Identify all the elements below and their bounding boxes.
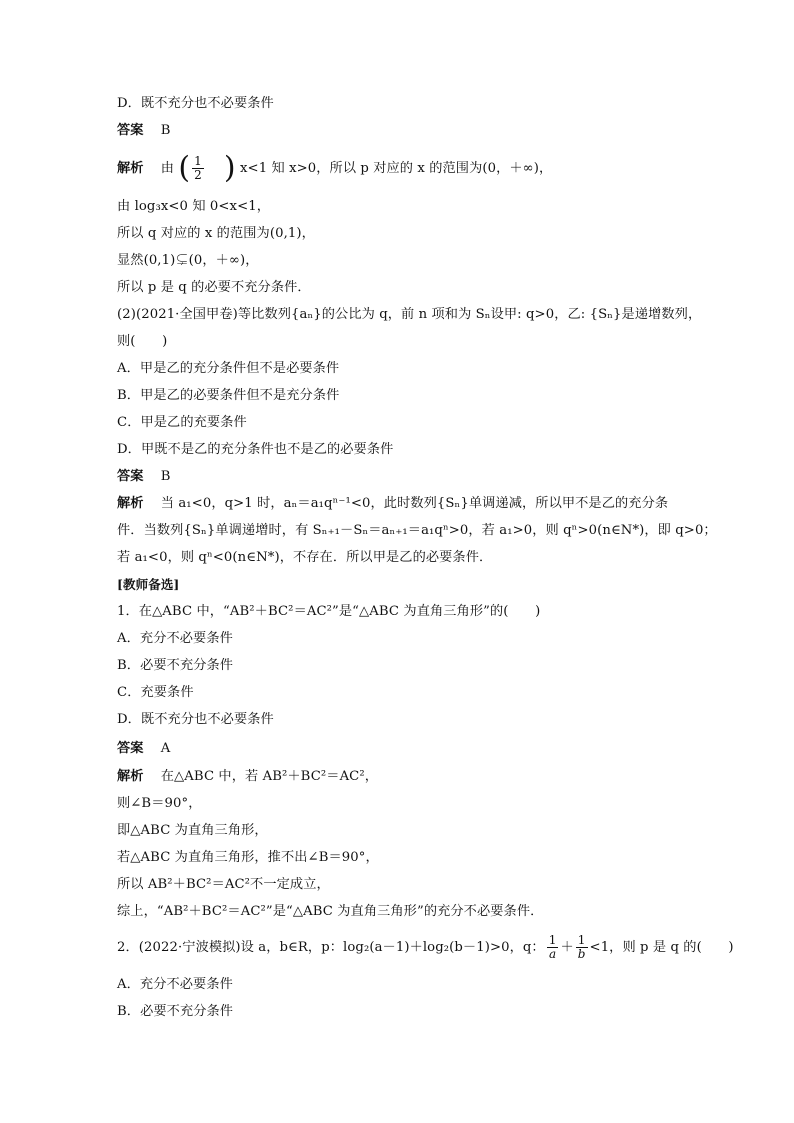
q2-analysis-line-3: 若 a₁<0，则 qⁿ<0(n∈N*)，不存在．所以甲是乙的必要条件．	[117, 550, 493, 565]
q1-option-d: D．既不充分也不必要条件	[117, 96, 274, 111]
q2-stem-line-2: 则( )	[117, 334, 168, 349]
tp2-option-a: A．充分不必要条件	[117, 977, 233, 992]
right-paren: )	[223, 150, 236, 186]
tp2-stem-suffix: <1，则 p 是 q 的( )	[589, 940, 734, 955]
tp1-stem: 1．在△ABC 中，“AB²＋BC²＝AC²”是“△ABC 为直角三角形”的( )	[117, 604, 541, 619]
fraction-one-half	[192, 155, 204, 182]
plus-sign: ＋	[560, 940, 574, 955]
answer-value: B	[160, 123, 171, 138]
q2-answer-line	[117, 468, 171, 486]
fraction-denominator: b	[577, 947, 586, 961]
tp1-option-b: B．必要不充分条件	[117, 658, 234, 673]
fraction-one-over-b	[576, 934, 588, 961]
analysis-label: 解析	[117, 496, 144, 511]
q1-analysis-line-4: 显然(0,1)⊊(0，＋∞)，	[117, 253, 259, 268]
answer-label: 答案	[117, 469, 144, 484]
tp2-stem-prefix: 2．(2022·宁波模拟)设 a，b∈R，p：log₂(a－1)＋log₂(b－1)>0，q：	[117, 940, 545, 955]
tp1-analysis-line-5: 所以 AB²＋BC²＝AC²不一定成立，	[117, 877, 330, 892]
q2-stem-line-1: (2)(2021·全国甲卷)等比数列{aₙ}的公比为 q，前 n 项和为 Sₙ设甲: q>0，乙: {Sₙ}是递增数列，	[117, 307, 702, 322]
tp1-answer-line	[117, 740, 170, 758]
q2-option-a: A．甲是乙的充分条件但不是必要条件	[117, 361, 340, 376]
fraction-denominator: a	[548, 947, 557, 961]
analysis-label: 解析	[117, 161, 144, 176]
answer-value: B	[160, 469, 171, 484]
fraction-one-over-a	[547, 934, 559, 961]
q1-analysis-line-1	[117, 152, 552, 186]
tp2-option-b: B．必要不充分条件	[117, 1004, 234, 1019]
fraction-numerator: 1	[194, 154, 202, 168]
q2-option-d: D．甲既不是乙的充分条件也不是乙的必要条件	[117, 442, 394, 457]
fraction-numerator: 1	[576, 934, 588, 948]
tp1-analysis-line-3: 即△ABC 为直角三角形，	[117, 823, 268, 838]
q2-analysis-line-2: 件．当数列{Sₙ}单调递增时，有 Sₙ₊₁－Sₙ＝aₙ₊₁＝a₁qⁿ>0，若 a₁>0，则 qⁿ>0(n∈N*)，即 q>0；	[117, 523, 717, 538]
fraction-numerator: 1	[548, 933, 557, 947]
tp1-analysis-line-4: 若△ABC 为直角三角形，推不出∠B＝90°，	[117, 850, 379, 865]
tp1-option-a: A．充分不必要条件	[117, 631, 233, 646]
q1-analysis-line-2: 由 log₃x<0 知 0<x<1，	[117, 199, 271, 214]
fraction-denominator: 2	[194, 168, 202, 182]
q1-analysis-line-3: 所以 q 对应的 x 的范围为(0,1)，	[117, 226, 315, 241]
teacher-heading: [教师备选]	[117, 577, 180, 592]
analysis-text: 在△ABC 中，若 AB²＋BC²＝AC²，	[160, 769, 379, 784]
answer-label: 答案	[117, 123, 144, 138]
tp2-stem	[117, 930, 734, 966]
q2-analysis-line-1	[117, 495, 668, 513]
analysis-text: 当 a₁<0，q>1 时，aₙ＝a₁qⁿ⁻¹<0，此时数列{Sₙ}单调递减，所以甲不是乙的充分条	[160, 496, 669, 511]
analysis-label: 解析	[117, 769, 144, 784]
q1-answer-line	[117, 122, 171, 140]
q2-option-c: C．甲是乙的充要条件	[117, 415, 247, 430]
tp1-analysis-line-2: 则∠B＝90°，	[117, 796, 202, 811]
answer-label: 答案	[117, 741, 144, 756]
left-paren: (	[178, 150, 191, 186]
q1-analysis-line-5: 所以 p 是 q 的必要不充分条件．	[117, 280, 311, 295]
analysis-prefix: 由	[160, 161, 175, 176]
tp1-option-c: C．充要条件	[117, 685, 194, 700]
tp1-analysis-line-1	[117, 768, 378, 786]
tp1-option-d: D．既不充分也不必要条件	[117, 712, 274, 727]
tp1-analysis-line-6: 综上，“AB²＋BC²＝AC²”是“△ABC 为直角三角形”的充分不必要条件．	[117, 904, 544, 919]
q2-option-b: B．甲是乙的必要条件但不是充分条件	[117, 388, 340, 403]
answer-value: A	[160, 741, 171, 756]
analysis-rest: x<1 知 x>0，所以 p 对应的 x 的范围为(0，＋∞)，	[240, 161, 553, 176]
